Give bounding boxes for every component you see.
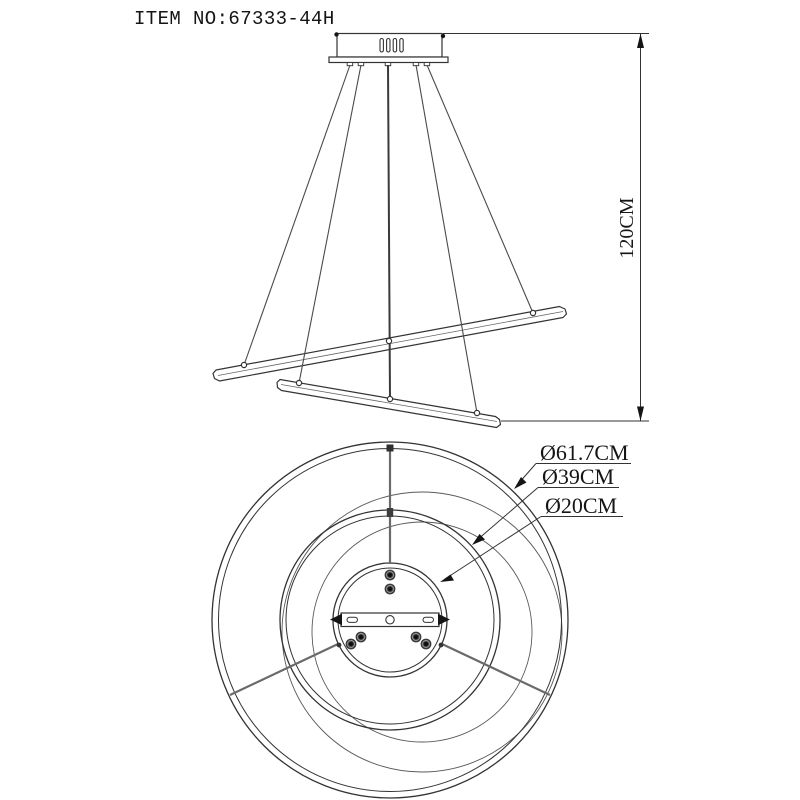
medium-ring-bar — [277, 380, 501, 428]
leader-arrowhead — [514, 477, 527, 489]
canopy-plate — [329, 57, 448, 63]
medium-ring-side-profile — [277, 380, 501, 428]
inner-diameter-label: Ø20CM — [545, 493, 618, 518]
suspension-wire — [299, 65, 361, 383]
mounting-slot-left — [347, 617, 358, 622]
suspension-wire — [244, 65, 350, 365]
tilted-ring-projection-arc — [282, 492, 562, 772]
leader-line — [476, 488, 538, 542]
ceiling-canopy — [329, 32, 448, 65]
wire-connector — [387, 396, 392, 401]
top-view — [212, 442, 568, 798]
callout-inner-diameter — [440, 493, 623, 582]
canopy-bolt-left — [334, 32, 338, 36]
screw — [411, 632, 422, 643]
screw — [385, 584, 396, 595]
spoke-joint-dot — [439, 643, 444, 648]
spoke-ring-joint — [387, 508, 393, 517]
suspension-wire — [427, 65, 533, 313]
spoke-joint-dot — [337, 643, 342, 648]
wire-connector — [386, 338, 391, 343]
center-hole — [386, 616, 394, 624]
canopy-bolt-right — [441, 34, 445, 38]
wire-connector — [530, 310, 535, 315]
mounting-bar-arrow-left — [330, 614, 342, 625]
mounting-slot-right — [423, 617, 434, 622]
arrowhead-up — [637, 34, 644, 49]
wire-connector — [296, 380, 301, 385]
spoke-top-fitting — [387, 445, 394, 452]
screw — [346, 639, 357, 650]
item-number-title: ITEM NO:67333-44H — [134, 8, 335, 30]
suspension-wire — [416, 65, 477, 413]
vent-slot — [400, 39, 403, 53]
screw — [421, 639, 432, 650]
height-dimension-label: 120CM — [616, 197, 638, 259]
screws — [346, 570, 432, 650]
vent-slot — [393, 39, 396, 53]
mounting-bar-arrow-right — [438, 614, 450, 625]
vent-slot — [380, 39, 383, 53]
wire-connector — [474, 410, 479, 415]
vent-slot — [387, 39, 390, 53]
leader-arrowhead — [472, 534, 485, 545]
wire-connector — [241, 362, 246, 367]
leader-arrowhead — [440, 575, 454, 583]
side-elevation-view — [213, 32, 649, 427]
outer-diameter-label: Ø61.7CM — [540, 440, 629, 465]
screw — [385, 570, 396, 581]
diameter-callouts — [440, 440, 631, 582]
screw — [356, 632, 367, 643]
height-dimension — [616, 34, 644, 422]
middle-diameter-label: Ø39CM — [542, 464, 615, 489]
arrowhead-down — [637, 407, 644, 422]
